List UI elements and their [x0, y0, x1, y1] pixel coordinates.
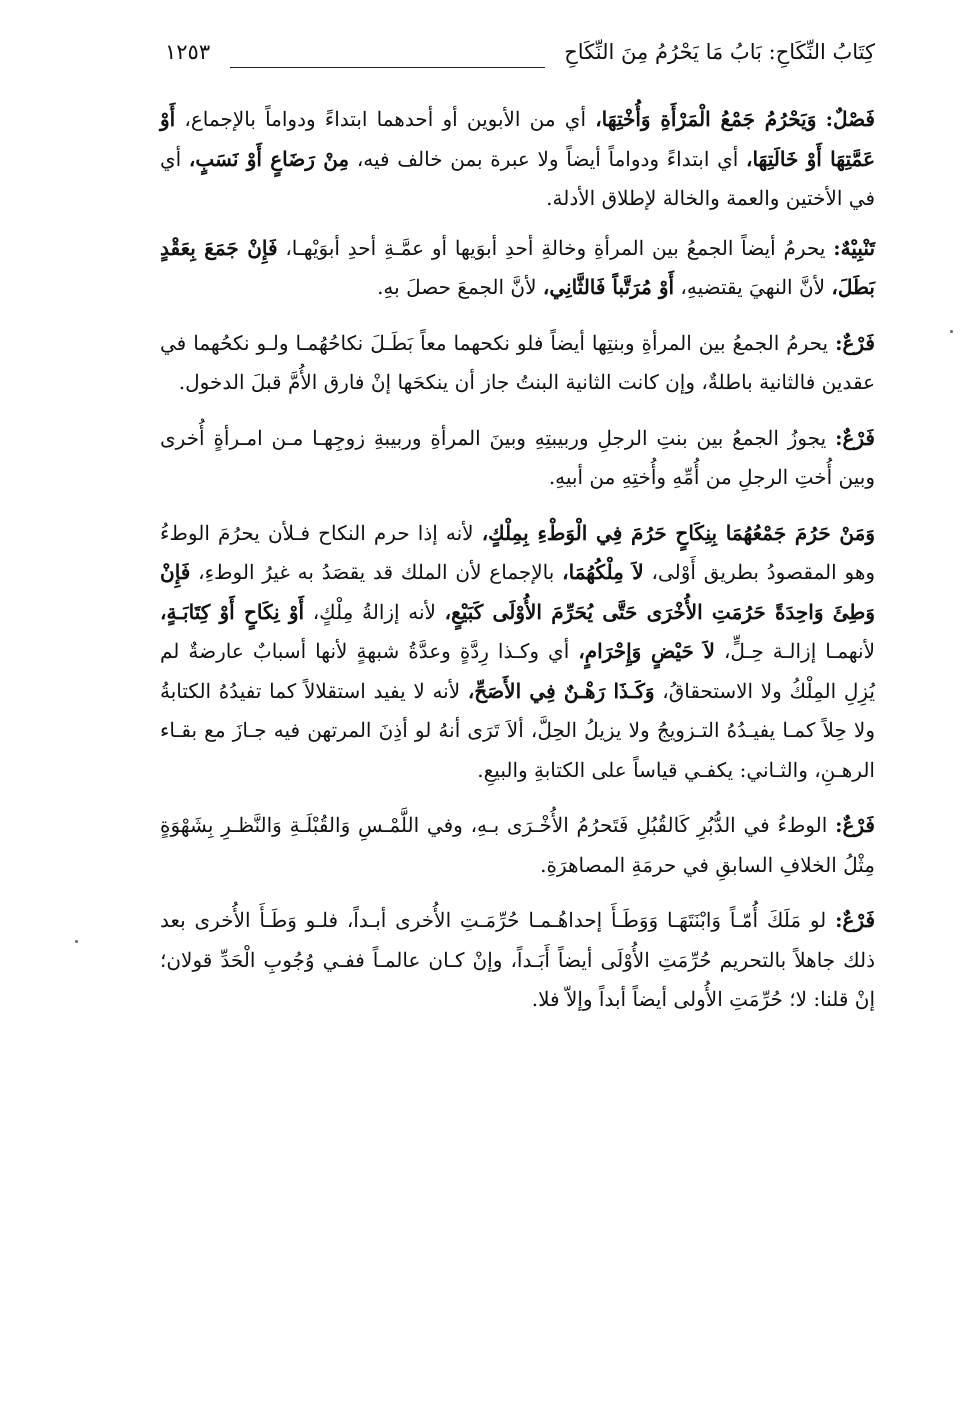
- matn-text: وَكَـذَا رَهْـنٌ فِي الأَصَحِّ،: [467, 678, 655, 703]
- section-label: فَرْعٌ:: [835, 813, 875, 837]
- page-number: ١٢٥٣: [165, 40, 211, 64]
- section-label: تَنْبِيْهٌ:: [833, 235, 876, 260]
- commentary-text: لو مَلَكَ أُمّـاً وَابْنَتَهَـا وَوَطَـأَ إحداهُـمـا حُرِّمَـتِ الأُخرى أبـداً، فلـو وَطَـأَ الأُخرى بعد ذلك جاهلاً بالتحريم حُرِّمَتِ الأُوْلَى أيضاً أَبَـداً، وإنْ كـان عالمـاً ففـي وُجُوبِ الْحَدِّ قولان؛ إنْ قلنا: لا؛ حُرِّمَتِ الأُولى أيضاً أبداً وإلاّ فلا.: [160, 908, 875, 1011]
- page-header: [165, 30, 875, 74]
- commentary-text: الوطءُ في الدُّبُرِ كَالقُبُلِ فَتَحرُمُ الأُخْـرَى بـهِ، وفي اللَّمْـسِ وَالقُبْلَـةِ وَالنَّظـرِ بِشَهْوَةٍ مِثْلُ الخلافِ السابقِ في حرمَةِ المصاهرَةِ.: [160, 813, 875, 877]
- paragraph-far-4: [160, 901, 875, 1020]
- paragraph-far-2: [160, 419, 875, 498]
- matn-text: أَوْ عَمَّتِهَا أَوْ خَالَتِهَا،: [160, 107, 876, 171]
- header-rule: [230, 67, 545, 68]
- commentary-text: لأنه لا يفيد استقلالاً كما تفيدُهُ الكتابةُ ولا حِلاً كمـا يفيـدُهُ التـزويجُ ولا يزيلُ الحِلَّ، ألاَ تَرَى أنهُ لو أذِنَ المرتهن فيه جـازَ مع بقـاء الرهـنِ، والثـاني: يكفـي قياساً على الكتابةِ والبيعِ.: [160, 678, 875, 782]
- section-label: فَرْعٌ:: [835, 908, 876, 932]
- commentary-text: يجوزُ الجمعُ بين بنتِ الرجلِ وربيبتِهِ وبينَ المرأةِ وربيبةِ زوجِهـا مـن امـرأةٍ أُخرى وبين أُختِ الرجلِ من أُمِّهِ وأُختِهِ من أبيهِ.: [160, 425, 875, 489]
- matn-text: مِنْ رَضَاعٍ أَوْ نَسَبٍ،: [188, 146, 350, 171]
- matn-text: لاَ مِلْكُهُمَا،: [562, 560, 644, 584]
- commentary-text: أي في الأختين والعمة والخالة لإطلاق الأدلة.: [160, 146, 875, 210]
- paragraph-far-1: [160, 324, 875, 403]
- paragraph-tanbih: [160, 229, 875, 308]
- matn-text: وَمَنْ حَرُمَ جَمْعُهُمَا بِنِكَاحٍ حَرُمَ فِي الْوَطْءِ بِمِلْكٍ،: [481, 520, 875, 545]
- paragraph-far-3: [160, 806, 875, 885]
- paragraph-fasl: [160, 100, 875, 219]
- section-label: فَرْعٌ:: [835, 425, 875, 450]
- section-label: فَرْعٌ:: [835, 330, 875, 355]
- commentary-text: لأنه إذا حرم النكاح فـلأن يحرُمَ الوطءُ وهو المقصودُ بطريق أَوْلى،: [160, 520, 876, 584]
- commentary-text: لأنَّ الجمعَ حصلَ بهِ.: [377, 275, 537, 299]
- commentary-text: يحرمُ أيضاً الجمعُ بين المرأةِ وخالةِ أحدِ أبوَيها أو عمَّـةِ أحدِ أبوَيْهـا،: [285, 235, 826, 260]
- scan-speck: [75, 940, 78, 943]
- commentary-text: لأنَّ النهيَ يقتضيهِ،: [680, 275, 826, 299]
- page-body: [160, 100, 875, 1036]
- matn-text: أَوْ مُرَتَّباً فَالثَّانِي،: [542, 275, 675, 299]
- matn-text: لاَ حَيْضٍ وَإِحْرَامٍ،: [578, 639, 715, 663]
- commentary-text: لأنهمـا إزالـة حِـلٍّ،: [723, 639, 875, 663]
- section-label: فَصْلٌ:: [825, 107, 875, 131]
- running-title: كِتَابُ النِّكَاحِ: بَابُ مَا يَحْرُمُ مِنَ النِّكَاحِ: [564, 40, 875, 64]
- commentary-text: أي من الأبوين أو أحدهما ابتداءً ودواماً بالإجماع،: [184, 107, 587, 131]
- commentary-text: لأنه إزالةُ مِلْكٍ،: [312, 599, 436, 624]
- commentary-text: بالإجماع لأن الملك قد يقصَدُ به غيرُ الوطءِ،: [198, 560, 555, 584]
- paragraph-main: [160, 514, 875, 791]
- matn-text: فَإِنْ جَمَعَ بِعَقْدٍ بَطَلَ،: [160, 235, 875, 299]
- commentary-text: يحرمُ الجمعُ بين المرأةِ وبنتِها أيضاً فلو نكحهما معاً بَطَـلَ نكاحُهُمـا ولـو نكحُهما في عقدين فالثانية باطلةٌ، وإن كانت الثانية البنتُ جاز أن ينكحَها إنْ فارق الأُمَّ قبلَ الدخول.: [160, 330, 875, 394]
- scan-speck: [950, 330, 953, 333]
- commentary-text: أي وكـذا رِدَّةٍ وعدَّةُ شبهةٍ لأنها أسبابٌ عارضةٌ لم يُزِلِ المِلْكُ ولا الاستحقاقُ،: [160, 639, 875, 703]
- matn-text: فَإِنْ وَطِئَ وَاحِدَةً حَرُمَتِ الأُخْرَى حَتَّى يُحَرِّمَ الأُوْلَى كَبَيْعٍ،: [160, 560, 875, 624]
- commentary-text: أي ابتداءً ودواماً أيضاً ولا عبرة بمن خالف فيه،: [356, 146, 739, 171]
- matn-text: أَوْ نِكَاحٍ أَوْ كِتَابَـةٍ،: [160, 599, 305, 624]
- matn-text: وَيَحْرُمُ جَمْعُ الْمَرْأَةِ وَأُخْتِهَا،: [595, 107, 817, 131]
